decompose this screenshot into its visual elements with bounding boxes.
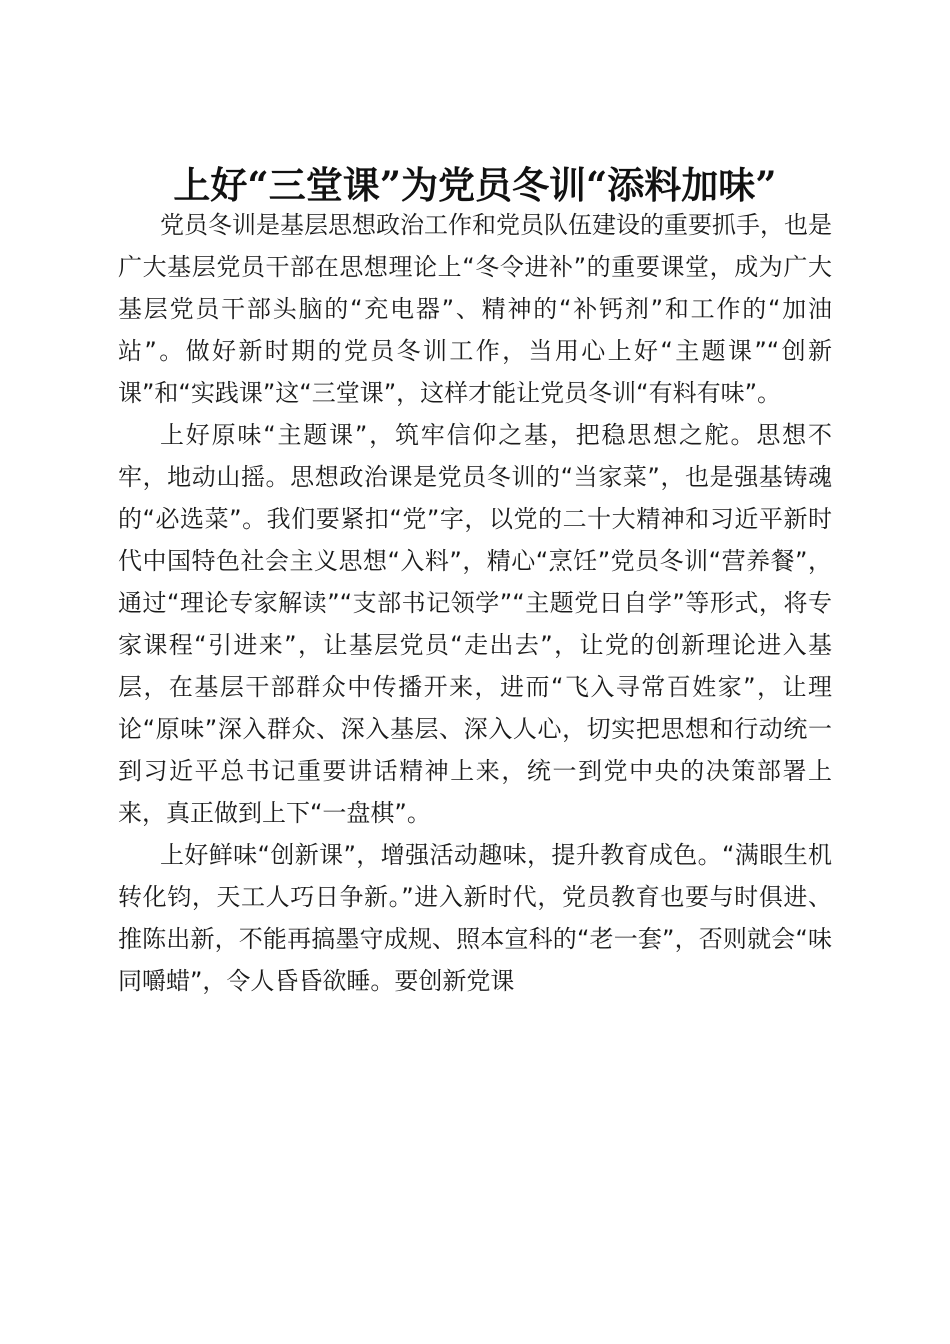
document-title: 上好“三堂课”为党员冬训“添料加味” [173,162,777,207]
paragraph-intro: 党员冬训是基层思想政治工作和党员队伍建设的重要抓手，也是广大基层党员干部在思想理论上“冬令进补”的重要课堂，成为广大基层党员干部头脑的“充电器”、精神的“补钙剂”和工作的“加油站”。做好新时期的党员冬训工作，当用心上好“主题课”“创新课”和“实践课”这“三堂课”，这样才能让党员冬训“有料有味”。 [118,211,832,407]
paragraph-theme-lesson: 上好原味“主题课”，筑牢信仰之基，把稳思想之舵。思想不牢，地动山摇。思想政治课是党员冬训的“当家菜”，也是强基铸魂的“必选菜”。我们要紧扣“党”字，以党的二十大精神和习近平新时代中国特色社会主义思想“入料”，精心“烹饪”党员冬训“营养餐”，通过“理论专家解读”“支部书记领学”“主题党日自学”等形式，将专家课程“引进来”，让基层党员“走出去”，让党的创新理论进入基层，在基层干部群众中传播开来，进而“飞入寻常百姓家”，让理论“原味”深入群众、深入基层、深入人心，切实把思想和行动统一到习近平总书记重要讲话精神上来，统一到党中央的决策部署上来，真正做到上下“一盘棋”。 [118,421,832,827]
paragraph-innovation-lesson: 上好鲜味“创新课”，增强活动趣味，提升教育成色。“满眼生机转化钧，天工人巧日争新。”进入新时代，党员教育也要与时俱进、推陈出新，不能再搞墨守成规、照本宣科的“老一套”，否则就会“味同嚼蜡”，令人昏昏欲睡。要创新党课 [118,841,832,995]
document-body [118,204,832,1002]
